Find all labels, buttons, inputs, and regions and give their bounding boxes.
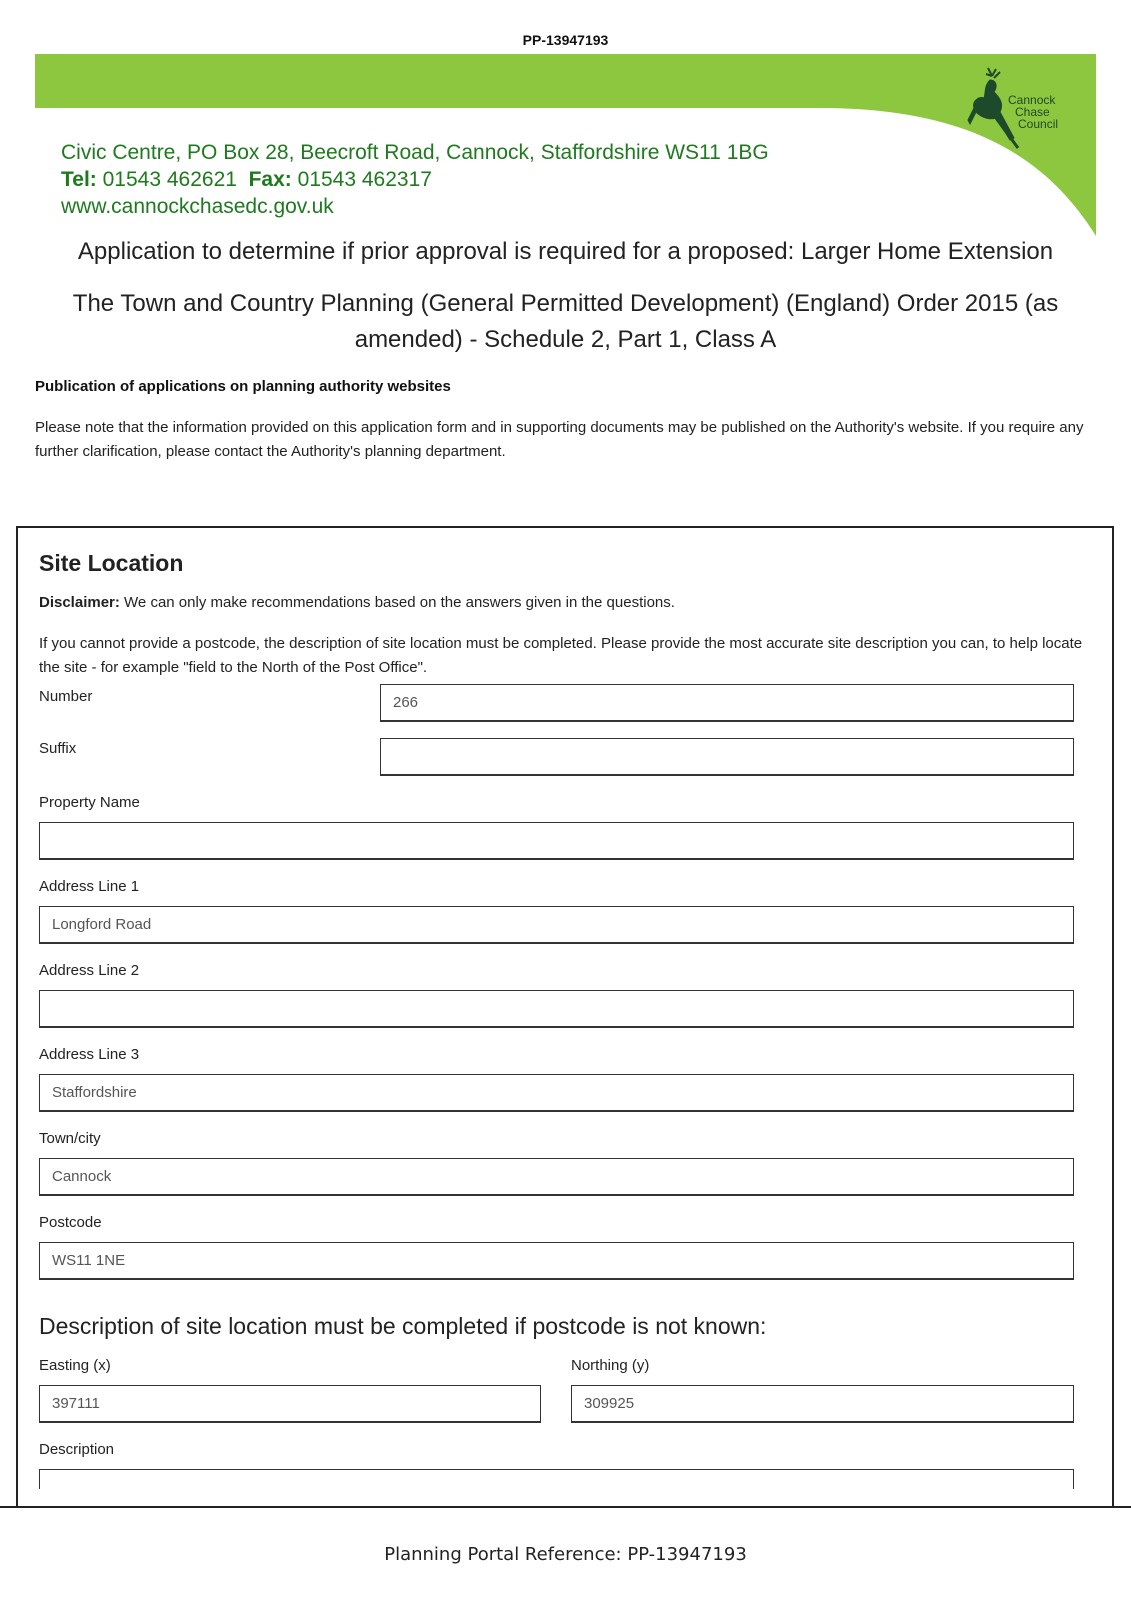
disclaimer [39,594,675,611]
footer-divider [0,1506,1131,1508]
address-line2-field[interactable] [39,990,1074,1028]
council-name-line2: Chase [1015,105,1050,119]
address-line1-field[interactable]: Longford Road [39,906,1074,944]
suffix-label: Suffix [39,740,77,757]
council-phone-line [61,166,432,193]
property-name-label: Property Name [39,794,140,811]
address-line1-label: Address Line 1 [39,878,140,895]
disclaimer-text: We can only make recommendations based on the answers given in the questions. [124,594,675,611]
address-line3-field[interactable]: Staffordshire [39,1074,1074,1112]
tel-number: 01543 462621 [102,168,237,191]
fax-label: Fax: [248,168,292,191]
publication-heading: Publication of applications on planning authority websites [35,378,451,395]
order-title: The Town and Country Planning (General Permitted Development) (England) Order 2015 (as amended) - Schedule 2, Part 1, Class A [72,290,1059,353]
description-heading: Description of site location must be completed if postcode is not known: [39,1313,767,1339]
main-title: Application to determine if prior approval is required for a proposed: Larger Home Extension [77,238,1054,265]
section-title: Site Location [39,550,184,576]
description-field[interactable] [39,1469,1074,1489]
postcode-field[interactable]: WS11 1NE [39,1242,1074,1280]
address-line2-label: Address Line 2 [39,962,140,979]
reference-number: PP-13947193 [522,32,609,48]
property-name-field[interactable] [39,822,1074,860]
council-name-line3: Council [1018,117,1059,131]
number-field[interactable]: 266 [380,684,1074,722]
site-info-text: If you cannot provide a postcode, the description of site location must be completed. Please provide the most accurate site description you can, to help locate the site - for example "field to the North of the Post Office". [39,635,1083,676]
town-label: Town/city [39,1130,101,1147]
disclaimer-label: Disclaimer: [39,594,120,611]
site-location-section [16,526,1114,1506]
postcode-label: Postcode [39,1214,102,1231]
tel-label: Tel: [61,168,97,191]
council-name-line1: Cannock [1008,93,1056,107]
number-label: Number [39,688,93,705]
address-line3-label: Address Line 3 [39,1046,140,1063]
easting-label: Easting (x) [39,1357,111,1374]
northing-label: Northing (y) [571,1357,650,1374]
town-field[interactable]: Cannock [39,1158,1074,1196]
northing-field[interactable]: 309925 [571,1385,1074,1423]
council-address: Civic Centre, PO Box 28, Beecroft Road, Cannock, Staffordshire WS11 1BG [61,141,769,164]
fax-number: 01543 462317 [297,168,432,191]
easting-field[interactable]: 397111 [39,1385,541,1423]
publication-text: Please note that the information provided on this application form and in supporting documents may be published on the Authority's website. If you require any further clarification, please contact the Authority's planning department. [35,419,1084,460]
suffix-field[interactable] [380,738,1074,776]
council-website[interactable]: www.cannockchasedc.gov.uk [61,195,334,218]
description-label: Description [39,1441,115,1458]
footer-reference: Planning Portal Reference: PP-13947193 [384,1544,747,1565]
